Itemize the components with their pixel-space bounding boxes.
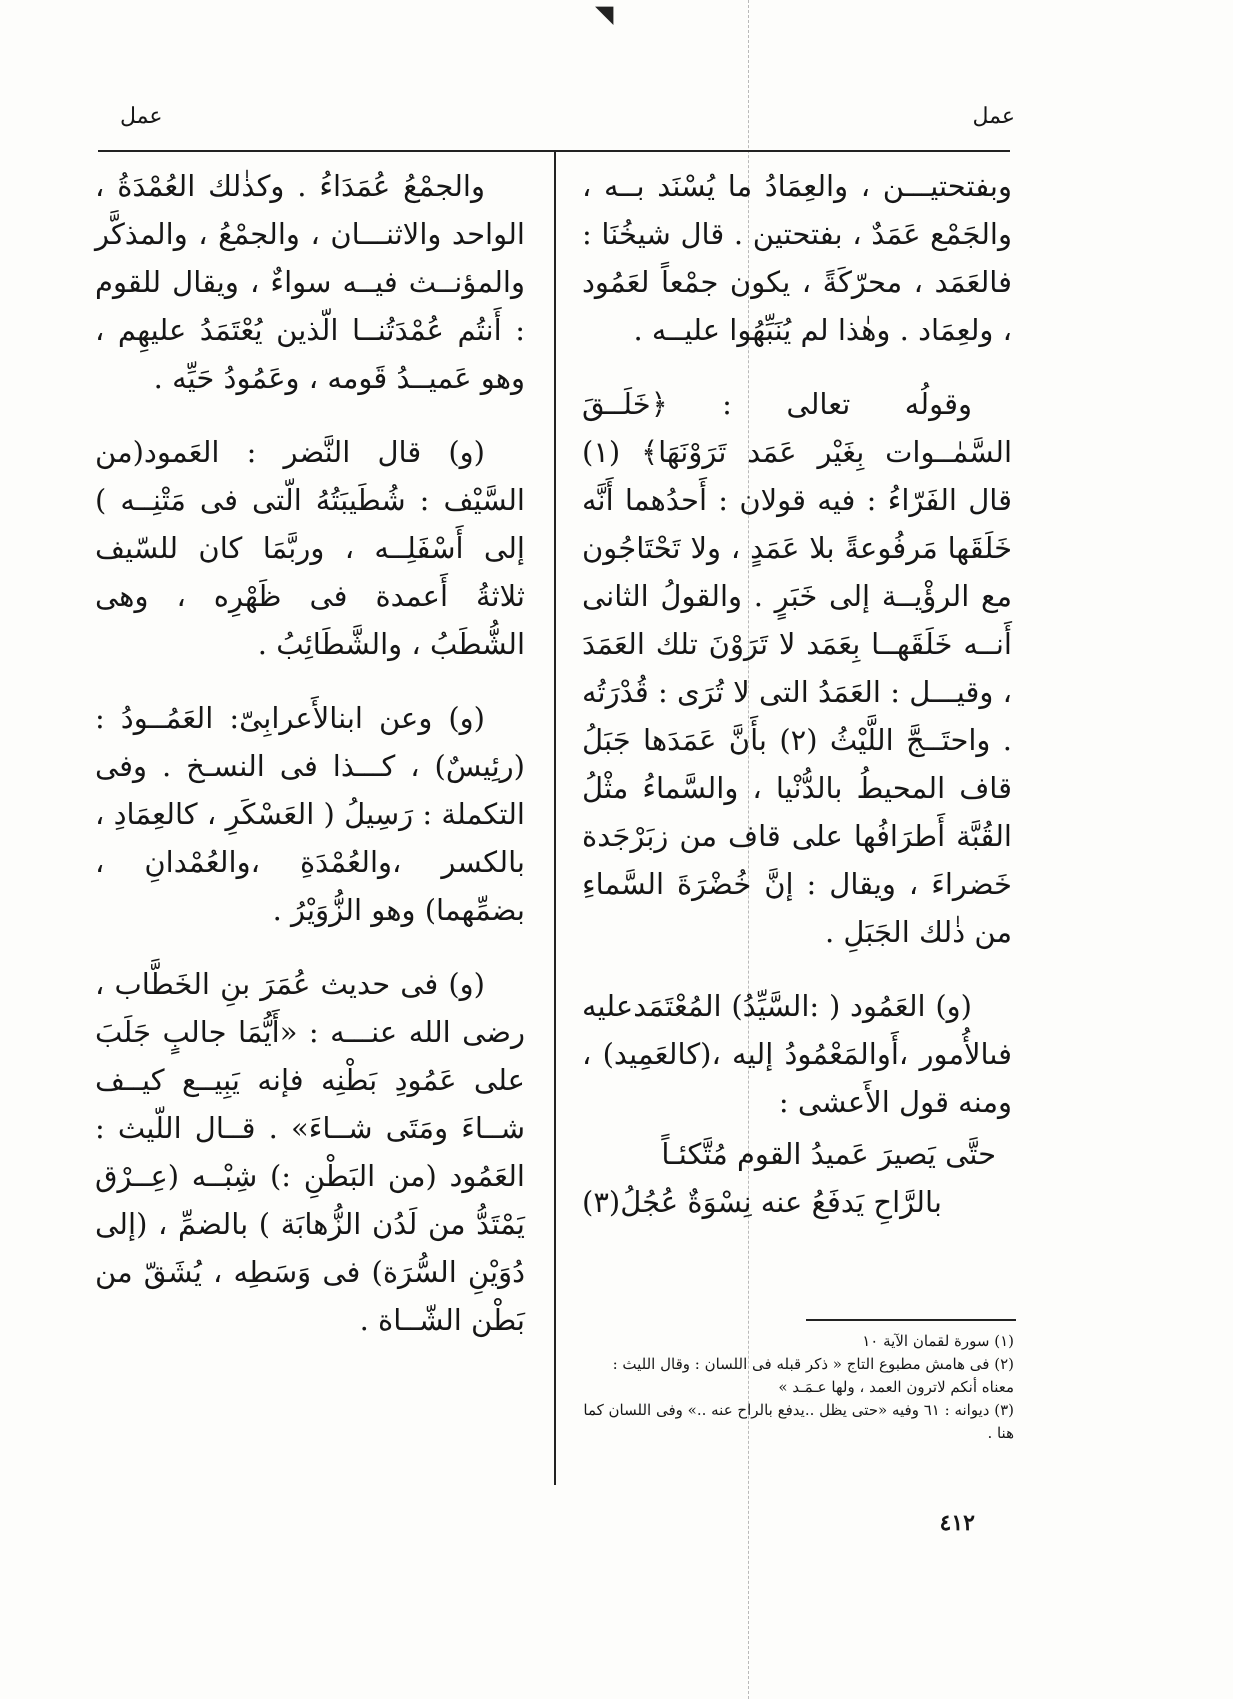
running-head-right: عمل bbox=[972, 104, 1015, 129]
verse-line: حتَّى يَصيرَ عَميدُ القوم مُتَّكئـاً bbox=[661, 1137, 996, 1171]
poetry-verse bbox=[582, 1130, 1012, 1226]
column-divider bbox=[554, 150, 556, 1485]
paragraph: والجمْعُ عُمَدَاءُ . وكذٰلك العُمْدَةُ ، الواحد والاثنـــان ، والجمْعُ ، والمذكَّر والمؤنــث فيــه سواءٌ ، ويقال للقوم : أَنتُم عُمْدَتُنــا الّذين يُعْتَمَدُ عليهِم ، وهو عَميــدُ قَومه ، وعَمُودُ حَيِّه . bbox=[95, 169, 525, 395]
footnote: (٣) ديوانه : ٦١ وفيه «حتى يظل ..يدفع بالراح عنه ..» وفى اللسان كما هنا . bbox=[583, 1401, 1014, 1442]
page-number: ٤١٢ bbox=[939, 1510, 975, 1536]
left-column bbox=[95, 162, 525, 1370]
footnote: (١) سورة لقمان الآية ١٠ bbox=[862, 1332, 1014, 1350]
paragraph: (و) قال النَّضر : العَمود(من السَّيْف : شُطَيبَتُهُ الّتى فى مَتْنِــه ) إلى أَسْفَلِــه ، وربَّمَا كان للسّيف ثلاثةُ أَعمدة فى ظَهْرِه ، وهى الشُّطَبُ ، والشَّطَائِبُ . bbox=[95, 435, 525, 661]
footnote: (٢) فى هامش مطبوع التاج « ذكر قبله فى اللسان : وقال الليث : معناه أنكم لاترون العمد ، ولها عـمَـد » bbox=[612, 1355, 1014, 1396]
paragraph: (و) العَمُود ( :السَّيِّدُ) المُعْتَمَدعليه فىالأُمور ،أَوالمَعْمُودُ إليه ،(كالعَمِيد) ، ومنه قول الأَعشى : bbox=[582, 989, 1012, 1119]
running-head-left: عمل bbox=[120, 104, 163, 129]
right-column bbox=[582, 162, 1012, 1226]
verse-line: بالرَّاحِ يَدفَعُ عنه نِسْوَةٌ عُجُلُ(٣) bbox=[582, 1185, 942, 1219]
paragraph: وبفتحتيـــن ، والعِمَادُ ما يُسْنَد بــه ، والجَمْع عَمَدٌ ، بفتحتين . قال شيخُنَا : فالعَمَد ، محرّكَةً ، يكون جمْعاً لعَمُود ، ولعِمَاد . وهٰذا لم يُنَبِّهُوا عليــه . bbox=[582, 169, 1012, 347]
top-mark: ◥ bbox=[595, 0, 614, 28]
footnotes bbox=[582, 1330, 1014, 1445]
footnote-rule bbox=[806, 1319, 1016, 1321]
paragraph: وقولُه تعالى : ﴿خَلَــقَ السَّمٰــوات بِغَيْر عَمَد تَرَوْنَهَا﴾ (١) قال الفَرّاءُ : فيه قولان : أَحدُهما أَنَّه خَلَقَها مَرفُوعةً بلا عَمَدٍ ، ولا تَحْتَاجُون مع الرؤْيــة إلى خَبَرٍ . والقولُ الثانى أَنــه خَلَقَهــا بِعَمَد لا تَرَوْنَ تلك العَمَدَ ، وقيـــل : العَمَدُ التى لا تُرَى : قُدْرَتُه . واحتَــجَّ اللَّيْثُ (٢) بأَنَّ عَمَدَها جَبَلُ قاف المحيطُ بالدُّنْيا ، والسَّماءُ مثْلُ القُبَّة أَطرَافُها على قاف من زبَرْجَدة خَضراءَ ، ويقال : إنَّ خُضْرَةَ السَّماءِ من ذٰلك الجَبَلِ . bbox=[582, 387, 1013, 949]
paragraph: (و) وعن ابنالأَعرابِىّ: العَمُــودُ : (رئِيسٌ) ، كـــذا فى النسـخ . وفى التكملة : رَسِيلُ ( العَسْكَرِ ، كالعِمَادِ ، بالكسر ،والعُمْدَةِ ،والعُمْدانِ ، بضمِّهما) وهو الزُّوَيْرُ . bbox=[95, 701, 525, 927]
paragraph: (و) فى حديث عُمَرَ بنِ الخَطَّاب ، رضى الله عنـــه : «أَيُّمَا جالبٍ جَلَبَ على عَمُودِ بَطْنِه فإنه يَبِيــع كيــف شــاءَ ومَتَى شــاءَ» . قــال اللّيث : العَمُود (من البَطْنِ :) شِبْــه (عِــرْق يَمْتَدُّ من لَدُن الزُّهابَة ) بالضمِّ ، (إلى دُوَيْنِ السُّرَة) فى وَسَطِه ، يُشَقّ من بَطْن الشّــاة . bbox=[95, 967, 525, 1337]
